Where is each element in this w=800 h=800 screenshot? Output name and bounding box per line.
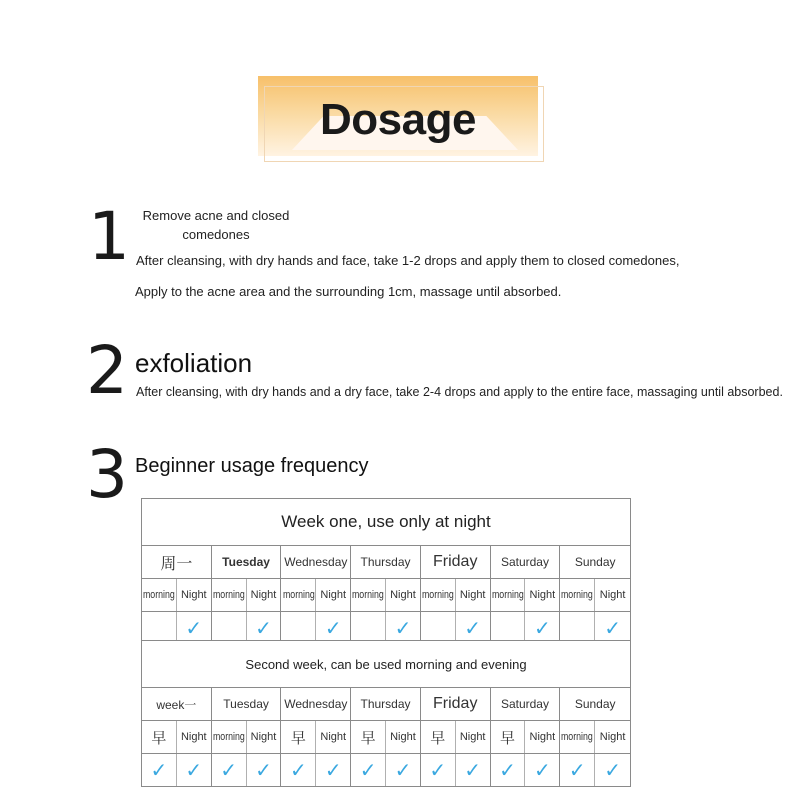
time-slot-label: morning	[212, 579, 247, 611]
week-1-day: Tuesday	[212, 546, 282, 578]
section-3-number: 3	[86, 436, 128, 513]
section-1-text-line-2: Apply to the acne area and the surrounding 1cm, massage until absorbed.	[135, 284, 562, 299]
check-cell	[560, 754, 595, 786]
week-2-day: Thursday	[351, 688, 421, 720]
check-mark-icon: ✓	[185, 616, 203, 640]
check-mark-icon: ✓	[255, 616, 272, 640]
time-slot-label: Night	[316, 721, 351, 753]
week-1-day: Wednesday	[281, 546, 351, 578]
check-cell	[491, 754, 526, 786]
week-1-day: Friday	[421, 546, 491, 578]
section-3-heading: Beginner usage frequency	[135, 455, 369, 477]
page-title: Dosage	[320, 95, 476, 144]
check-mark-icon: ✓	[359, 758, 377, 782]
check-mark-icon: ✓	[324, 616, 342, 640]
check-mark-icon: ✓	[604, 616, 621, 640]
check-mark-icon: ✓	[394, 758, 412, 782]
check-mark-icon: ✓	[185, 758, 203, 782]
check-mark-icon: ✓	[534, 616, 551, 640]
time-slot-label: 早	[351, 721, 386, 753]
check-mark-icon: ✓	[220, 758, 238, 782]
section-1-number: 1	[88, 198, 130, 275]
time-slot-label: Night	[525, 721, 560, 753]
week-2-title: Second week, can be used morning and evening	[142, 641, 630, 688]
week-1-slots-row	[142, 579, 630, 612]
time-slot-label: morning	[281, 579, 316, 611]
check-cell	[456, 754, 491, 786]
time-slot-label: Night	[177, 579, 212, 611]
time-slot-label: Night	[247, 721, 282, 753]
time-slot-label: morning	[212, 721, 247, 753]
section-1-heading-line-2: comedones	[182, 227, 250, 242]
time-slot-label: Night	[177, 721, 212, 753]
section-2-heading: exfoliation	[135, 348, 253, 378]
time-slot-label: 早	[491, 721, 526, 753]
check-cell	[142, 754, 177, 786]
time-slot-label: Night	[456, 721, 491, 753]
check-mark-icon: ✓	[255, 758, 272, 782]
time-slot-label: 早	[281, 721, 316, 753]
week-2-day: week一	[142, 688, 212, 720]
time-slot-label: Night	[525, 579, 560, 611]
time-slot-label: morning	[560, 579, 595, 611]
time-slot-label: morning	[142, 579, 177, 611]
time-slot-label: Night	[599, 589, 626, 601]
time-slot-label: Night	[599, 731, 626, 743]
week-1-days-row	[142, 546, 630, 579]
check-cell	[525, 754, 560, 786]
section-1-heading	[140, 206, 292, 244]
week-2-checks-row	[142, 754, 630, 786]
time-slot-label: 早	[142, 721, 177, 753]
check-mark-icon: ✓	[604, 758, 621, 782]
check-cell	[421, 754, 456, 786]
check-mark-icon: ✓	[464, 758, 482, 782]
section-1-heading-line-1: Remove acne and closed	[142, 208, 290, 223]
week-1-day: Saturday	[491, 546, 561, 578]
week-2-day: Tuesday	[212, 688, 282, 720]
week-2-day: Friday	[421, 688, 491, 720]
time-slot-label: Night	[386, 721, 421, 753]
time-slot-label: morning	[560, 721, 595, 753]
week-2-day: Sunday	[574, 697, 616, 711]
check-mark-icon: ✓	[464, 616, 482, 640]
check-mark-icon: ✓	[289, 758, 307, 782]
check-mark-icon: ✓	[394, 616, 412, 640]
time-slot-label: 早	[421, 721, 456, 753]
time-slot-label: Night	[456, 579, 491, 611]
check-cell	[595, 754, 630, 786]
week-1-day: Sunday	[574, 555, 616, 569]
week-1-day: Thursday	[351, 546, 421, 578]
week-2-slots-row	[142, 721, 630, 754]
check-cell	[177, 754, 212, 786]
check-mark-icon: ✓	[568, 758, 586, 782]
time-slot-label: morning	[421, 579, 456, 611]
check-cell	[281, 754, 316, 786]
week-2-table	[141, 640, 631, 787]
check-cell	[316, 754, 351, 786]
week-2-day: Wednesday	[281, 688, 351, 720]
check-mark-icon: ✓	[534, 758, 551, 782]
time-slot-label: morning	[491, 579, 526, 611]
time-slot-label: morning	[351, 579, 386, 611]
week-2-day: Saturday	[491, 688, 561, 720]
week-1-table	[141, 498, 631, 645]
check-cell	[247, 754, 282, 786]
time-slot-label: Night	[316, 579, 351, 611]
section-2-text-line-1: After cleansing, with dry hands and a dry face, take 2-4 drops and apply to the entire face, massaging until absorbed.	[136, 385, 783, 399]
time-slot-label: Night	[247, 579, 282, 611]
section-2-number: 2	[86, 332, 128, 409]
check-cell	[386, 754, 421, 786]
check-mark-icon: ✓	[150, 758, 168, 782]
week-1-title: Week one, use only at night	[142, 499, 630, 546]
check-cell	[212, 754, 247, 786]
time-slot-label: Night	[386, 579, 421, 611]
check-mark-icon: ✓	[429, 758, 447, 782]
check-mark-icon: ✓	[499, 758, 516, 782]
week-2-days-row	[142, 688, 630, 721]
check-mark-icon: ✓	[324, 758, 342, 782]
week-1-day: 周一	[142, 546, 212, 578]
section-1-text-line-1: After cleansing, with dry hands and face, take 1-2 drops and apply them to closed comedones,	[136, 253, 680, 268]
check-cell	[351, 754, 386, 786]
